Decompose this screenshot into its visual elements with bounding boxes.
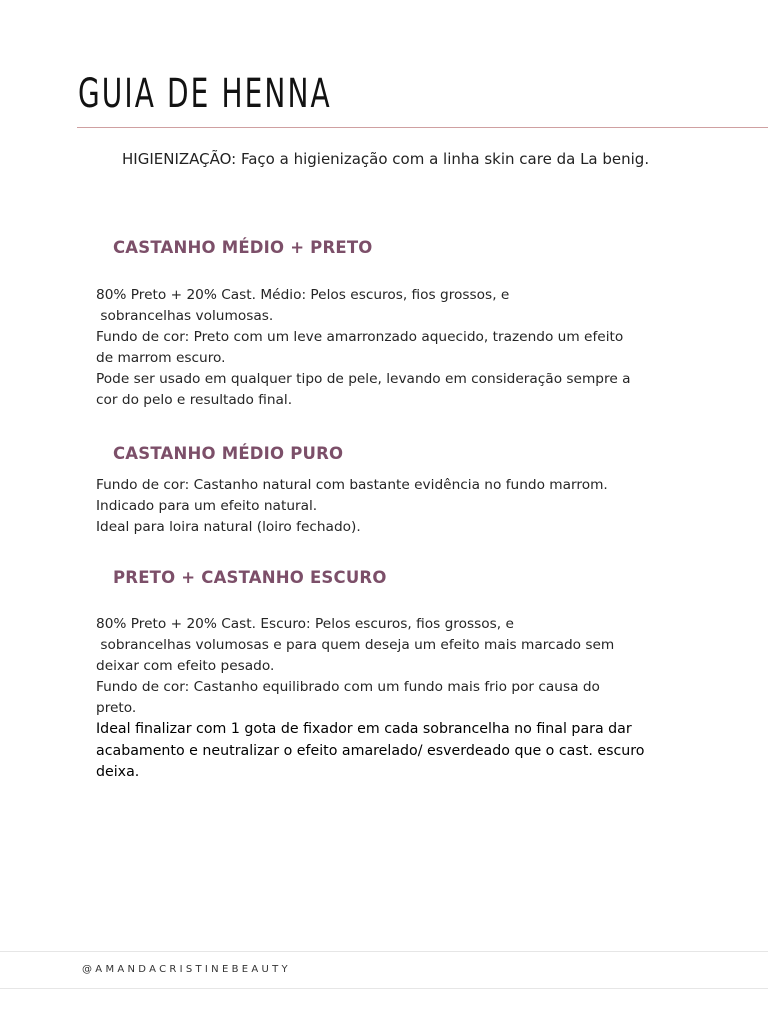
paragraph-line: Pode ser usado em qualquer tipo de pele, levando em consideração sempre a [96, 371, 631, 387]
footer-social-handle: @AMANDACRISTINEBEAUTY [82, 964, 291, 975]
emphasis-line: deixa. [96, 764, 140, 780]
emphasis-line: acabamento e neutralizar o efeito amarelado/ esverdeado que o cast. escuro [96, 742, 645, 759]
paragraph-line: sobrancelhas volumosas. [96, 308, 274, 324]
section-heading-castanho-medio-preto: CASTANHO MÉDIO + PRETO [113, 238, 373, 257]
paragraph-line: Fundo de cor: Castanho equilibrado com um fundo mais frio por causa do [96, 679, 600, 695]
paragraph-line: preto. [96, 700, 137, 716]
paragraph-line: deixar com efeito pesado. [96, 658, 275, 674]
section-body-castanho-medio-preto [96, 285, 656, 411]
paragraph-line: 80% Preto + 20% Cast. Médio: Pelos escuros, fios grossos, e [96, 287, 510, 303]
footer-divider-bottom [0, 988, 768, 989]
section-heading-preto-castanho-escuro: PRETO + CASTANHO ESCURO [113, 568, 387, 587]
paragraph-line: Fundo de cor: Castanho natural com bastante evidência no fundo marrom. [96, 477, 608, 493]
page-title: GUIA DE HENNA [78, 71, 332, 117]
footer-divider-top [0, 951, 768, 952]
title-divider [77, 127, 768, 128]
paragraph-line: Ideal para loira natural (loiro fechado). [96, 519, 361, 535]
paragraph-line: de marrom escuro. [96, 350, 226, 366]
paragraph-line: 80% Preto + 20% Cast. Escuro: Pelos escuros, fios grossos, e [96, 616, 514, 632]
emphasis-line: Ideal finalizar com 1 gota de fixador em cada sobrancelha no final para dar [96, 721, 632, 737]
hygiene-note: HIGIENIZAÇÃO: Faço a higienização com a linha skin care da La benig. [122, 150, 650, 168]
paragraph-line: Fundo de cor: Preto com um leve amarronzado aquecido, trazendo um efeito [96, 329, 624, 345]
paragraph-line: Indicado para um efeito natural. [96, 498, 318, 514]
section-body-preto-castanho-escuro [96, 614, 656, 784]
section-body-castanho-medio-puro [96, 475, 656, 538]
paragraph-line: sobrancelhas volumosas e para quem deseja um efeito mais marcado sem [96, 637, 615, 653]
paragraph-line: cor do pelo e resultado final. [96, 392, 293, 408]
section-heading-castanho-medio-puro: CASTANHO MÉDIO PURO [113, 444, 344, 463]
